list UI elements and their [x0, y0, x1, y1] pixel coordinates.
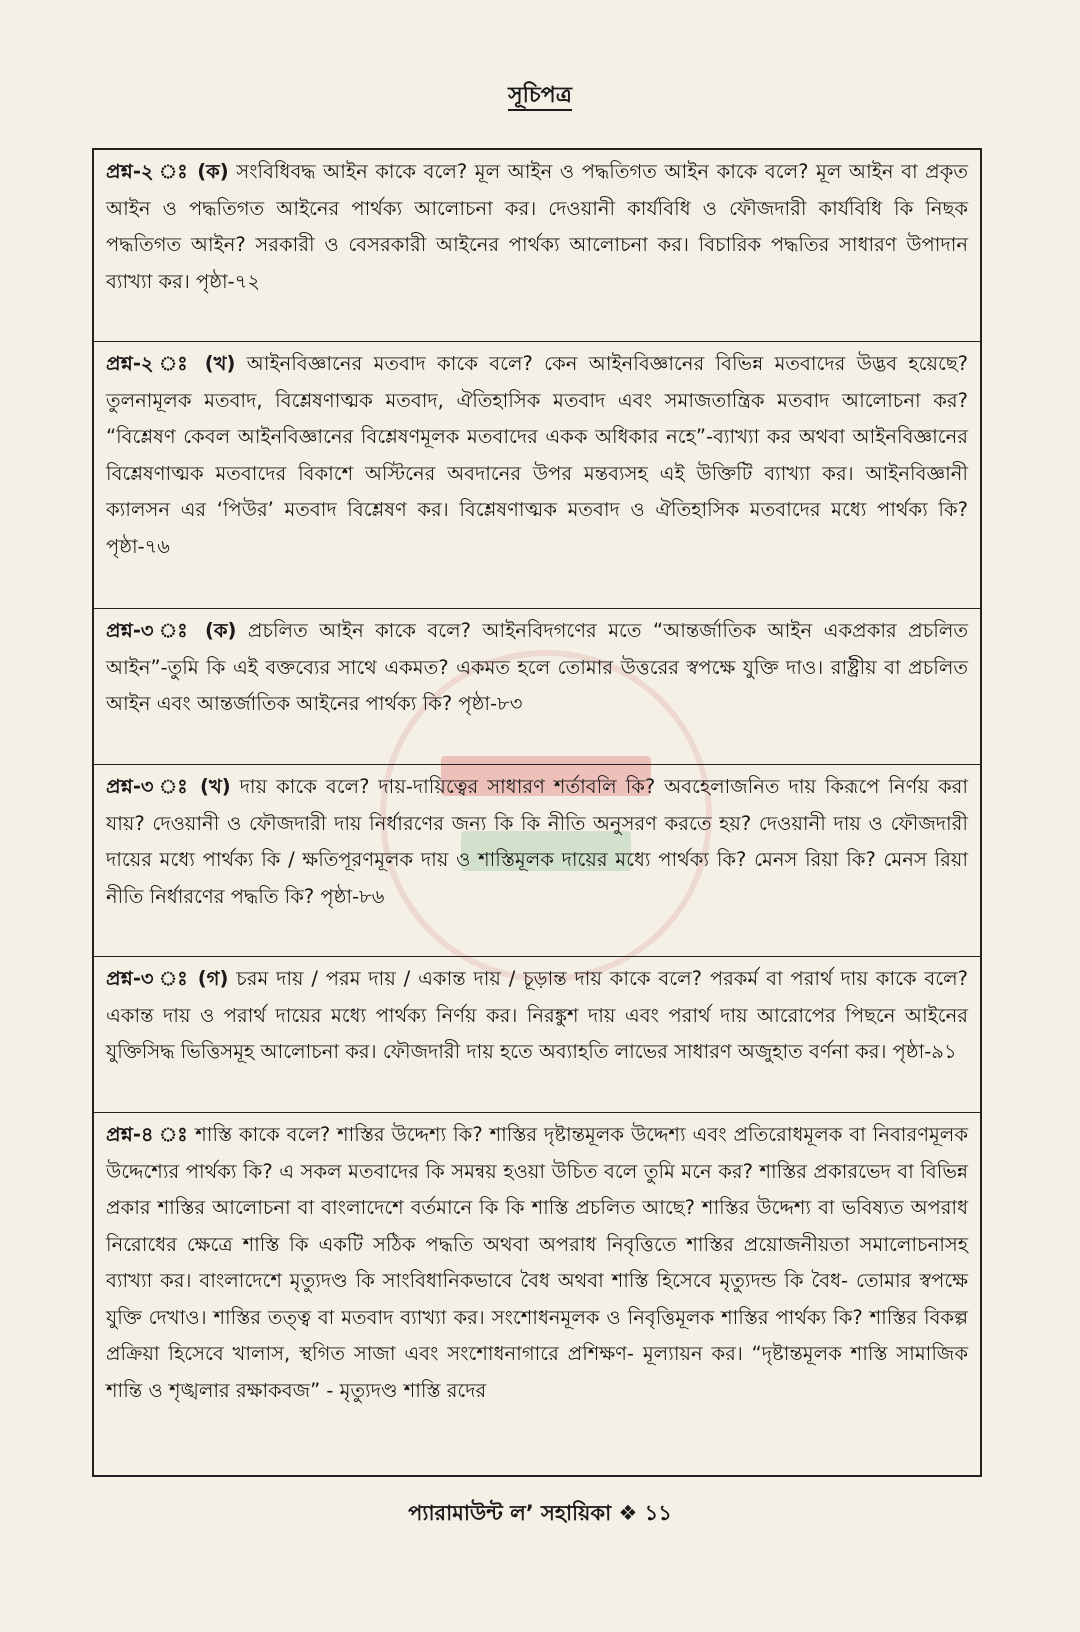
toc-table — [92, 148, 982, 1477]
question-text: প্রচলিত আইন কাকে বলে? আইনবিদগণের মতে “আন্তর্জাতিক আইন একপ্রকার প্রচলিত আইন”-তুমি কি এই বক্তব্যের সাথে একমত? একমত হলে তোমার উত্তরের স্বপক্ষে যুক্তি দাও। রাষ্ট্রীয় বা প্রচলিত আইন এবং আন্তর্জাতিক আইনের পার্থক্য কি? পৃষ্ঠা-৮৩ — [106, 619, 968, 715]
question-text: আইনবিজ্ঞানের মতবাদ কাকে বলে? কেন আইনবিজ্ঞানের বিভিন্ন মতবাদের উদ্ভব হয়েছে? তুলনামূলক মতবাদ, বিশ্লেষণাত্মক মতবাদ, ঐতিহাসিক মতবাদ এবং সমাজতান্ত্রিক মতবাদ আলোচনা কর? “বিশ্লেষণ কেবল আইনবিজ্ঞানের বিশ্লেষণমূলক মতবাদের একক অধিকার নহে”-ব্যাখ্যা কর অথবা আইনবিজ্ঞানের বিশ্লেষণাত্মক মতবাদের বিকাশে অস্টিনের অবদানের উপর মন্তব্যসহ এই উক্তিটি ব্যাখ্যা কর। আইনবিজ্ঞানী ক্যালসন এর ‘পিউর’ মতবাদ বিশ্লেষণ কর। বিশ্লেষণাত্মক মতবাদ ও ঐতিহাসিক মতবাদের মধ্যে পার্থক্য কি? পৃষ্ঠা-৭৬ — [106, 352, 969, 558]
toc-entry — [94, 150, 980, 342]
toc-entry — [94, 342, 980, 609]
question-text: দায় কাকে বলে? দায়-দায়িত্বের সাধারণ শর্তাবলি কি? অবহেলাজনিত দায় কিরূপে নির্ণয় করা যায়? দেওয়ানী ও ফৌজদারী দায় নির্ধারণের জন্য কি কি নীতি অনুসরণ করতে হয়? দেওয়ানী দায় ও ফৌজদারী দায়ের মধ্যে পার্থক্য কি / ক্ষতিপূরণমূলক দায় ও শাস্তিমূলক দায়ের মধ্যে পার্থক্য কি? মেনস রিয়া কি? মেনস রিয়া নীতি নির্ধারণের পদ্ধতি কি? পৃষ্ঠা-৮৬ — [106, 775, 968, 908]
question-number: প্রশ্ন-৩ ঃ (খ) — [106, 775, 231, 798]
toc-entry — [94, 609, 980, 765]
question-number: প্রশ্ন-২ ঃ (খ) — [106, 352, 236, 375]
page-footer: প্যারামাউন্ট ল’ সহায়িকা ❖ ১১ — [408, 1501, 672, 1525]
toc-entry — [94, 957, 980, 1113]
question-number: প্রশ্ন-৩ ঃ (গ) — [106, 967, 229, 990]
question-number: প্রশ্ন-৪ ঃ — [106, 1123, 189, 1146]
question-text: শাস্তি কাকে বলে? শাস্তির উদ্দেশ্য কি? শাস্তির দৃষ্টান্তমূলক উদ্দেশ্য এবং প্রতিরোধমূলক বা নিবারণমূলক উদ্দেশ্যের পার্থক্য কি? এ সকল মতবাদের কি সমন্বয় হওয়া উচিত বলে তুমি মনে কর? শাস্তির প্রকারভেদ বা বিভিন্ন প্রকার শাস্তির আলোচনা বা বাংলাদেশে বর্তমানে কি কি শাস্তি প্রচলিত আছে? শাস্তির উদ্দেশ্য বা ভবিষ্যত অপরাধ নিরোধের ক্ষেত্রে শাস্তি কি একটি সঠিক পদ্ধতি অথবা অপরাধ নিবৃত্তিতে শাস্তির প্রয়োজনীয়তা সমালোচনাসহ ব্যাখ্যা কর। বাংলাদেশে মৃত্যুদণ্ড কি সাংবিধানিকভাবে বৈধ অথবা শাস্তি হিসেবে মৃত্যুদন্ড কি বৈধ- তোমার স্বপক্ষে যুক্তি দেখাও। শাস্তির তত্ত্ব বা মতবাদ ব্যাখ্যা কর। সংশোধনমূলক ও নিবৃত্তিমূলক শাস্তির পার্থক্য কি? শাস্তির বিকল্প প্রক্রিয়া হিসেবে খালাস, স্থগিত সাজা এবং সংশোধনাগারে প্রশিক্ষণ- মূল্যায়ন কর। “দৃষ্টান্তমূলক শাস্তি সামাজিক শান্তি ও শৃঙ্খলার রক্ষাকবজ” - মৃত্যুদণ্ড শাস্তি রদের — [106, 1123, 968, 1402]
question-number: প্রশ্ন-২ ঃ (ক) — [106, 160, 229, 183]
question-text: সংবিধিবদ্ধ আইন কাকে বলে? মূল আইন ও পদ্ধতিগত আইন কাকে বলে? মূল আইন বা প্রকৃত আইন ও পদ্ধতিগত আইনের পার্থক্য আলোচনা কর। দেওয়ানী কার্যবিধি ও ফৌজদারী কার্যবিধি কি নিছক পদ্ধতিগত আইন? সরকারী ও বেসরকারী আইনের পার্থক্য আলোচনা কর। বিচারিক পদ্ধতির সাধারণ উপাদান ব্যাখ্যা কর। পৃষ্ঠা-৭২ — [106, 160, 968, 293]
question-text: চরম দায় / পরম দায় / একান্ত দায় / চূড়ান্ত দায় কাকে বলে? পরকর্ম বা পরার্থ দায় কাকে বলে? একান্ত দায় ও পরার্থ দায়ের মধ্যে পার্থক্য নির্ণয় কর। নিরঙ্কুশ দায় এবং পরার্থ দায় আরোপের পিছনে আইনের যুক্তিসিদ্ধ ভিত্তিসমূহ আলোচনা কর। ফৌজদারী দায় হতে অব্যাহতি লাভের সাধারণ অজুহাত বর্ণনা কর। পৃষ্ঠা-৯১ — [106, 967, 968, 1063]
question-number: প্রশ্ন-৩ ঃ (ক) — [106, 619, 237, 642]
toc-entry — [94, 765, 980, 957]
page-title — [0, 78, 1080, 115]
toc-entry — [94, 1113, 980, 1475]
page-title-text: সূচিপত্র — [508, 83, 572, 111]
